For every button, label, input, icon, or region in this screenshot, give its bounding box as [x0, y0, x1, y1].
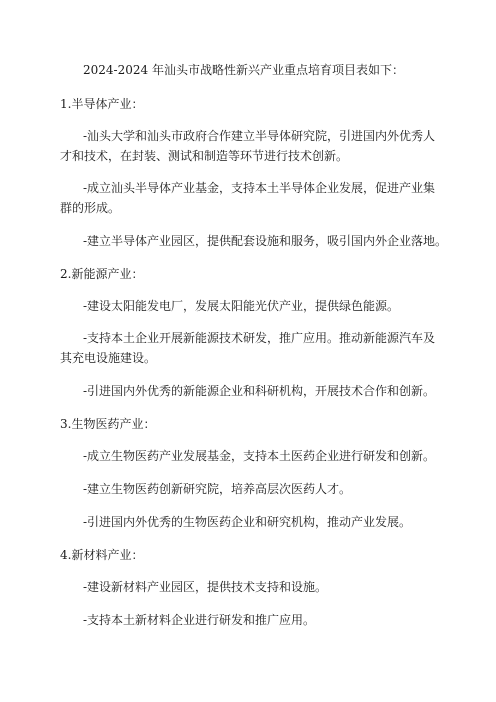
list-item: -支持本土新材料企业进行研发和推广应用。 [83, 613, 316, 627]
list-item: -建立半导体产业园区，提供配套设施和服务，吸引国内外企业落地。 [83, 234, 448, 248]
list-item: -建立生物医药创新研究院，培养高层次医药人才。 [83, 482, 352, 496]
list-item-continuation: 其充电设施建设。 [60, 351, 157, 365]
list-item: -引进国内外优秀的新能源企业和科研机构，开展技术合作和创新。 [83, 384, 436, 398]
list-item: -建设新材料产业园区，提供技术支持和设施。 [83, 580, 328, 594]
list-item: -成立汕头半导体产业基金，支持本土半导体企业发展，促进产业集 [83, 181, 436, 195]
section-heading-semiconductor: 1.半导体产业： [60, 97, 144, 111]
section-heading-new-materials: 4.新材料产业： [60, 548, 144, 562]
list-item: -汕头大学和汕头市政府合作建立半导体研究院，引进国内外优秀人 [83, 129, 436, 143]
list-item: -引进国内外优秀的生物医药企业和研究机构，推动产业发展。 [83, 515, 412, 529]
list-item: -建设太阳能发电厂，发展太阳能光伏产业，提供绿色能源。 [83, 299, 400, 313]
list-item-continuation: 才和技术，在封装、测试和制造等环节进行技术创新。 [60, 149, 349, 163]
list-item-continuation: 群的形成。 [60, 201, 121, 215]
intro-paragraph: 2024-2024 年汕头市战略性新兴产业重点培育项目表如下： [83, 63, 404, 77]
section-heading-biomedicine: 3.生物医药产业： [60, 417, 156, 431]
section-heading-new-energy: 2.新能源产业： [60, 267, 144, 281]
list-item: -支持本土企业开展新能源技术研发，推广应用。推动新能源汽车及 [83, 331, 436, 345]
list-item: -成立生物医药产业发展基金，支持本土医药企业进行研发和创新。 [83, 449, 436, 463]
